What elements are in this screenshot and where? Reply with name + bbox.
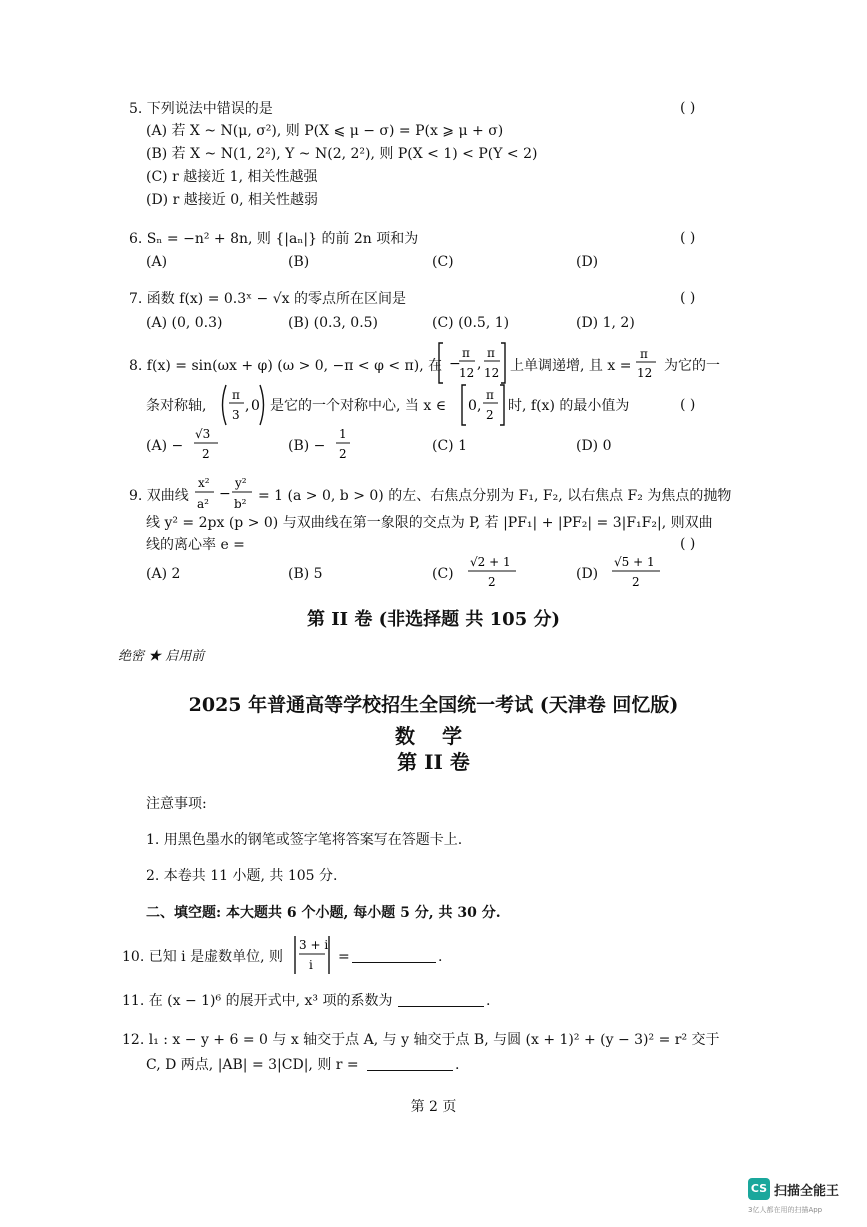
q8-option-a-label: (A) − bbox=[146, 438, 184, 454]
q5-option-d: (D) r 越接近 0, 相关性越弱 bbox=[146, 192, 318, 208]
exam-title: 2025 年普通高等学校招生全国统一考试 (天津卷 回忆版) bbox=[188, 694, 679, 716]
q9-option-d-den: 2 bbox=[632, 575, 640, 589]
q7-answer-paren: ( ) bbox=[680, 290, 696, 306]
q8-option-a-fraction bbox=[192, 424, 222, 466]
q8-center-den: 3 bbox=[232, 408, 240, 422]
notes-title: 注意事项: bbox=[146, 796, 207, 812]
q8-option-d: (D) 0 bbox=[576, 438, 612, 454]
q9-line1-b: = 1 (a > 0, b > 0) 的左、右焦点分别为 F₁, F₂, 以右焦点 F₂ 为焦点的抛物 bbox=[258, 488, 732, 504]
q8-center-point bbox=[218, 382, 268, 428]
q10-period: . bbox=[438, 949, 443, 965]
q9-a2: a² bbox=[197, 497, 209, 511]
q8-option-a-den: 2 bbox=[202, 447, 210, 461]
q9-hyperbola-equation bbox=[192, 472, 258, 516]
q12-line1: 12. l₁ : x − y + 6 = 0 与 x 轴交于点 A, 与 y 轴交于点 B, 与圆 (x + 1)² + (y − 3)² = r² 交于 bbox=[122, 1032, 720, 1048]
q7-option-a: (A) (0, 0.3) bbox=[146, 315, 223, 331]
q7-stem: 7. 函数 f(x) = 0.3ˣ − √x 的零点所在区间是 bbox=[129, 291, 406, 307]
q8-option-c: (C) 1 bbox=[432, 438, 467, 454]
q8-interval-2-comma: , bbox=[477, 398, 482, 414]
q9-option-d-num: √5 + 1 bbox=[614, 555, 655, 569]
q10-denominator: i bbox=[309, 958, 313, 972]
q8-axis-den: 12 bbox=[637, 366, 653, 380]
q8-interval-1 bbox=[437, 340, 507, 386]
camscanner-tagline: 3亿人都在用的扫描App bbox=[748, 1206, 823, 1214]
notes-item-1: 1. 用黑色墨水的钢笔或签字笔将答案写在答题卡上. bbox=[146, 832, 463, 848]
camscanner-logo-icon: CS bbox=[748, 1178, 770, 1200]
q8-line2-c: 时, f(x) 的最小值为 bbox=[508, 398, 630, 414]
q8-interval-1-den-a: 12 bbox=[459, 366, 475, 380]
camscanner-name: 扫描全能王 bbox=[774, 1184, 840, 1199]
q9-option-c-den: 2 bbox=[488, 575, 496, 589]
q8-interval-2 bbox=[460, 382, 506, 428]
q8-center-comma: , bbox=[245, 398, 250, 414]
q8-answer-paren: ( ) bbox=[680, 397, 696, 413]
q8-center-zero: 0 bbox=[251, 398, 260, 414]
q6-option-c: (C) bbox=[432, 254, 454, 270]
q8-option-b-num: 1 bbox=[339, 427, 347, 441]
q8-option-b-label: (B) − bbox=[288, 438, 326, 454]
q8-option-b-den: 2 bbox=[339, 447, 347, 461]
q8-line1-a: 8. f(x) = sin(ωx + φ) (ω > 0, −π < φ < π), 在 bbox=[129, 358, 443, 374]
q9-minus: − bbox=[219, 486, 231, 502]
q8-line1-c: 为它的一 bbox=[664, 358, 720, 374]
q6-stem: 6. Sₙ = −n² + 8n, 则 {|aₙ|} 的前 2n 项和为 bbox=[129, 231, 419, 247]
q5-option-c: (C) r 越接近 1, 相关性越强 bbox=[146, 169, 318, 185]
q8-line1-b: 上单调递增, 且 x = bbox=[510, 358, 632, 374]
q9-line3: 线的离心率 e = bbox=[146, 537, 245, 553]
q11-stem: 11. 在 (x − 1)⁶ 的展开式中, x³ 项的系数为 bbox=[122, 993, 393, 1009]
q9-option-c-fraction bbox=[466, 552, 520, 594]
q9-line1-a: 9. 双曲线 bbox=[129, 488, 189, 504]
q8-axis-fraction bbox=[634, 344, 660, 384]
q9-line2: 线 y² = 2px (p > 0) 与双曲线在第一象限的交点为 P, 若 |PF₁| + |PF₂| = 3|F₁F₂|, 则双曲 bbox=[146, 515, 713, 531]
q8-interval-1-num-b: π bbox=[487, 346, 495, 360]
notes-item-2: 2. 本卷共 11 小题, 共 105 分. bbox=[146, 868, 338, 884]
q10-abs-fraction bbox=[292, 934, 332, 976]
q9-option-d-fraction bbox=[610, 552, 664, 594]
q9-answer-paren: ( ) bbox=[680, 536, 696, 552]
q5-option-b: (B) 若 X ~ N(1, 2²), Y ~ N(2, 2²), 则 P(X < 1) < P(Y < 2) bbox=[146, 146, 538, 162]
q10-answer-blank[interactable] bbox=[352, 950, 436, 963]
q8-interval-1-comma: , bbox=[477, 356, 482, 372]
q8-option-a-num: √3 bbox=[195, 427, 211, 441]
q8-line2-b: 是它的一个对称中心, 当 x ∈ bbox=[270, 398, 447, 414]
q8-interval-1-minus: − bbox=[449, 356, 461, 372]
q8-interval-1-den-b: 12 bbox=[484, 366, 500, 380]
q9-option-d-label: (D) bbox=[576, 566, 599, 582]
q12-answer-blank[interactable] bbox=[367, 1058, 453, 1071]
q6-answer-paren: ( ) bbox=[680, 230, 696, 246]
q12-line2: C, D 两点, |AB| = 3|CD|, 则 r = bbox=[146, 1057, 359, 1073]
q8-option-b-fraction bbox=[334, 424, 354, 466]
q11-period: . bbox=[486, 993, 491, 1009]
q9-option-c-num: √2 + 1 bbox=[470, 555, 511, 569]
q7-option-b: (B) (0.3, 0.5) bbox=[288, 315, 379, 331]
q10-equals: = bbox=[338, 949, 350, 965]
volume-title: 第 II 卷 bbox=[397, 750, 470, 774]
q5-stem: 5. 下列说法中错误的是 bbox=[129, 101, 273, 117]
q10-numerator: 3 + i bbox=[299, 938, 329, 952]
q7-option-d: (D) 1, 2) bbox=[576, 315, 635, 331]
q11-answer-blank[interactable] bbox=[398, 994, 484, 1007]
q8-axis-num: π bbox=[640, 347, 648, 361]
secret-label: 绝密 ★ 启用前 bbox=[118, 649, 205, 664]
q6-option-d: (D) bbox=[576, 254, 599, 270]
q9-b2: b² bbox=[234, 497, 247, 511]
fill-in-heading: 二、填空题: 本大题共 6 个小题, 每小题 5 分, 共 30 分. bbox=[146, 905, 501, 921]
camscanner-watermark bbox=[748, 1178, 858, 1218]
q8-interval-2-zero: 0 bbox=[468, 398, 477, 414]
q8-interval-1-num-a: π bbox=[462, 346, 470, 360]
q8-interval-2-den: 2 bbox=[486, 408, 494, 422]
q5-answer-paren: ( ) bbox=[680, 100, 696, 116]
subject-title: 数 学 bbox=[395, 724, 472, 748]
q9-y2: y² bbox=[235, 476, 247, 490]
q10-stem: 10. 已知 i 是虚数单位, 则 bbox=[122, 949, 283, 965]
q8-center-num: π bbox=[232, 388, 240, 402]
q5-option-a: (A) 若 X ~ N(μ, σ²), 则 P(X ⩽ μ − σ) = P(x ⩾ μ + σ) bbox=[146, 123, 504, 139]
q9-option-c-label: (C) bbox=[432, 566, 454, 582]
q12-period: . bbox=[455, 1057, 460, 1073]
q6-option-b: (B) bbox=[288, 254, 310, 270]
q9-x2: x² bbox=[198, 476, 210, 490]
q9-option-b: (B) 5 bbox=[288, 566, 323, 582]
q8-line2-a: 条对称轴, bbox=[146, 398, 207, 414]
q9-option-a: (A) 2 bbox=[146, 566, 181, 582]
q7-option-c: (C) (0.5, 1) bbox=[432, 315, 510, 331]
q8-interval-2-num: π bbox=[486, 388, 494, 402]
part-two-heading: 第 II 卷 (非选择题 共 105 分) bbox=[306, 609, 561, 630]
q6-option-a: (A) bbox=[146, 254, 168, 270]
page-number: 第 2 页 bbox=[410, 1099, 457, 1115]
